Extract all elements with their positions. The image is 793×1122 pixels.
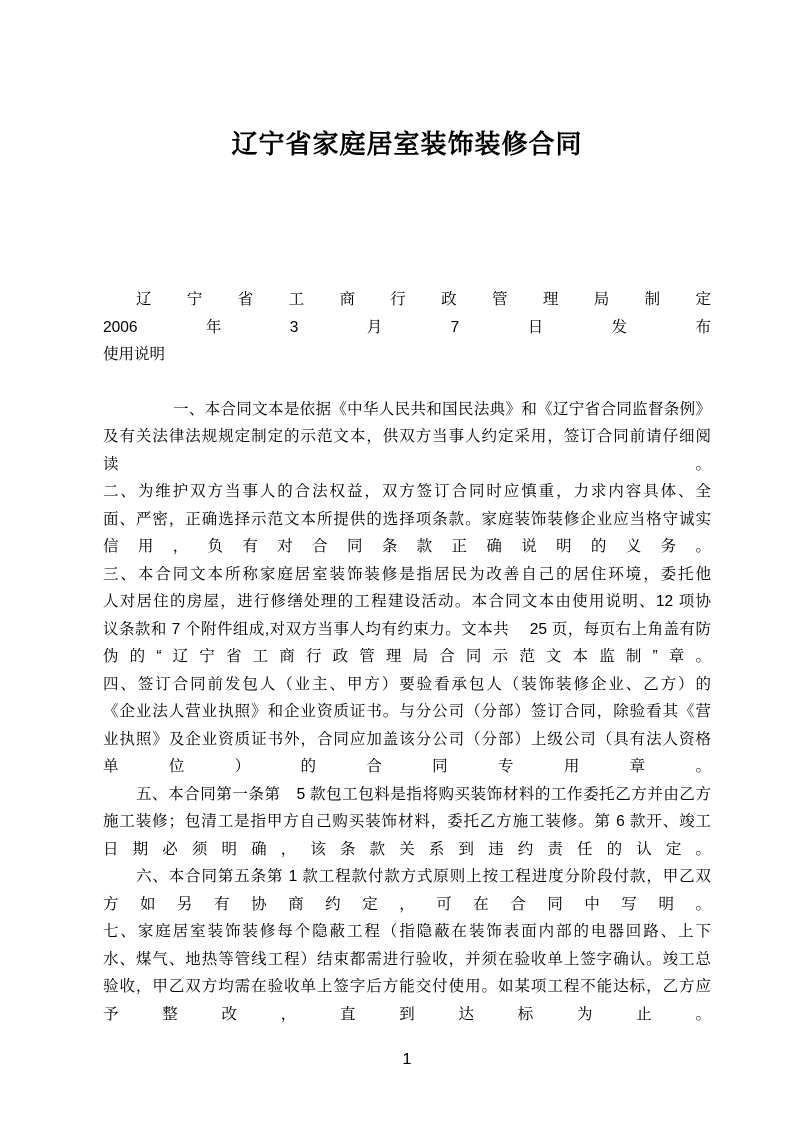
usage-notes	[103, 396, 711, 1029]
text-line: 三、本合同文本所称家庭居室装饰装修是指居民为改善自己的居住环境，委托他	[103, 565, 711, 583]
paragraph-3	[103, 561, 711, 671]
paragraph-4	[103, 671, 711, 781]
document-meta-block	[103, 286, 711, 369]
text-line: 及有关法律法规规定制定的示范文本，供双方当事人约定采用，签订合同前请仔细阅	[103, 428, 711, 445]
text-line: 人对居住的房屋，进行修缮处理的工程建设活动。本合同文本由使用说明、12 项协	[103, 593, 711, 610]
paragraph-2	[103, 478, 711, 561]
text-line: 水、煤气、地热等管线工程）结束都需进行验收，并须在验收单上签字确认。竣工总	[103, 950, 711, 968]
text-line: 日期必须明确，该条款关系到违约责任的认定。	[103, 840, 711, 858]
text-line: 验收，甲乙双方均需在验收单上签字后方能交付使用。如某项工程不能达标，乙方应	[103, 978, 711, 995]
text-line: 予整改，直到达标为止。	[103, 1005, 711, 1023]
page-number: 1	[402, 1051, 412, 1068]
text-line: 五、本合同第一条第 5 款包工包料是指将购买装饰材料的工作委托乙方并由乙方	[136, 785, 711, 803]
section-heading: 使用说明	[103, 346, 166, 363]
paragraph-5	[103, 781, 711, 864]
paragraph-6	[103, 863, 711, 918]
paragraph-7	[103, 918, 711, 1028]
text-line: 议条款和 7 个附件组成,对双方当事人均有约束力。文本共 25 页，每页右上角盖有防	[103, 620, 711, 638]
text-line: 六、本合同第五条第 1 款工程款付款方式原则上按工程进度分阶段付款，甲乙双	[136, 868, 711, 885]
text-line: 《企业法人营业执照》和企业资质证书。与分公司（分部）签订合同，除验看其《营	[103, 703, 711, 720]
text-line: 一、本合同文本是依据《中华人民共和国民法典》和《辽宁省合同监督条例》	[173, 400, 711, 418]
document-title: 辽宁省家庭居室装饰装修合同	[231, 129, 583, 159]
text-line: 七、家庭居室装饰装修每个隐蔽工程（指隐蔽在装饰表面内部的电器回路、上下	[103, 923, 711, 940]
text-line: 伪的“辽宁省工商行政管理局合同示范文本监制”章。	[103, 648, 711, 665]
text-line: 施工装修；包清工是指甲方自己购买装饰材料，委托乙方施工装修。第 6 款开、竣工	[103, 813, 711, 830]
text-line: 二、为维护双方当事人的合法权益，双方签订合同时应慎重，力求内容具体、全	[103, 483, 711, 500]
text-line: 单位）的合同专用章。	[103, 758, 711, 775]
issuer-line: 辽宁省工商行政管理局制定	[136, 291, 711, 308]
text-line: 读。	[103, 455, 711, 473]
paragraph-1	[103, 396, 711, 479]
text-line: 信用，负有对合同条款正确说明的义务。	[103, 538, 711, 555]
text-line: 四、签订合同前发包人（业主、甲方）要验看承包人（装饰装修企业、乙方）的	[103, 675, 711, 693]
page-content	[103, 0, 711, 1070]
publish-date-line: 2006年3月7日发布	[103, 318, 711, 336]
text-line: 面、严密，正确选择示范文本所提供的选择项条款。家庭装饰装修企业应当格守诚实	[103, 510, 711, 528]
text-line: 方如另有协商约定，可在合同中写明。	[103, 895, 711, 913]
text-line: 业执照》及企业资质证书外，合同应加盖该分公司（分部）上级公司（具有法人资格	[103, 730, 711, 748]
